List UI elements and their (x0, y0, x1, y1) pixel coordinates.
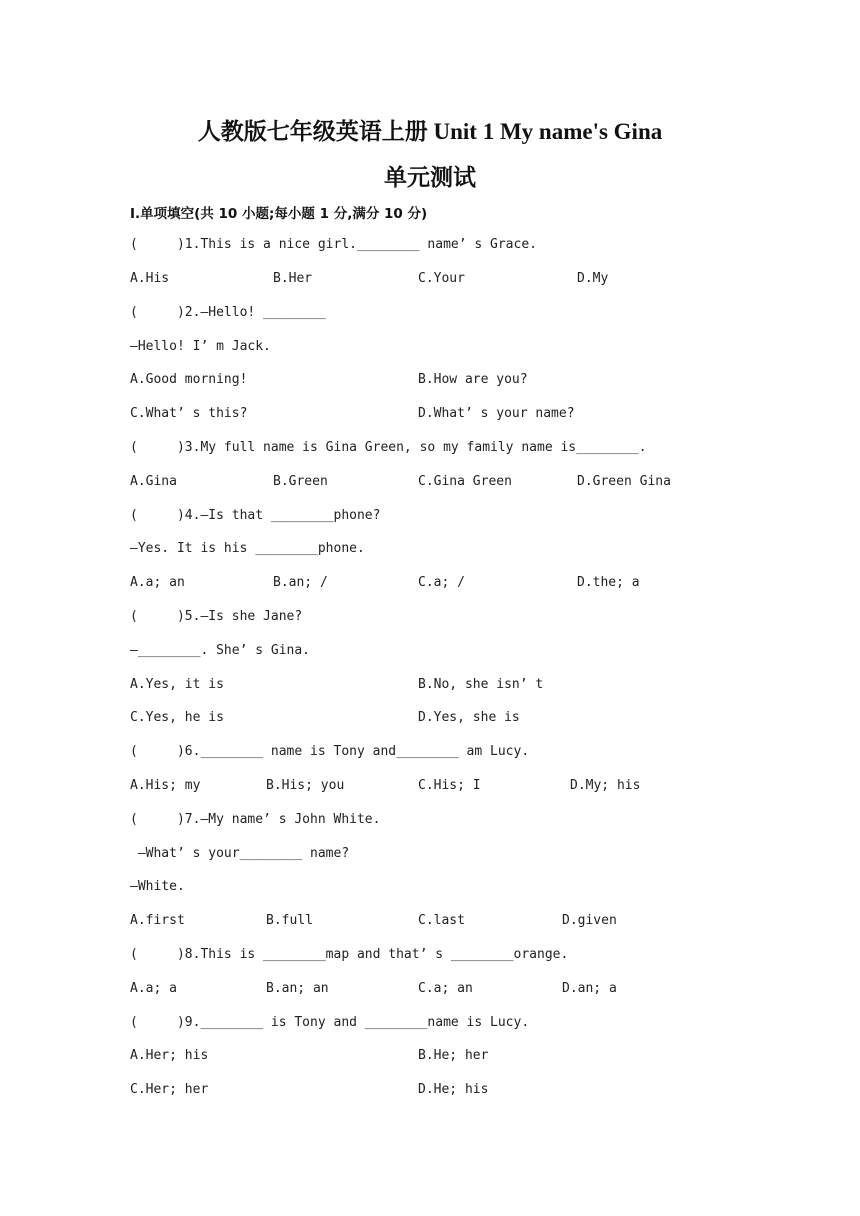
question-3-option-d: D.Green Gina (577, 474, 671, 489)
question-8-option-c: C.a; an (418, 981, 473, 996)
question-9-option-c: C.Her; her (130, 1082, 209, 1097)
question-1-option-c: C.Your (418, 271, 465, 286)
question-7-option-c: C.last (418, 913, 465, 928)
question-4-stem: ( )4.—Is that ________phone? (130, 508, 381, 523)
question-2-option-c: C.What’ s this? (130, 406, 248, 421)
question-8-stem: ( )8.This is ________map and that’ s ________orange. (130, 947, 569, 962)
question-4-option-a: A.a; an (130, 575, 185, 590)
question-3-option-b: B.Green (273, 474, 328, 489)
question-2-option-b: B.How are you? (418, 372, 528, 387)
question-7-option-b: B.full (266, 913, 313, 928)
question-5-stem-line-2: —________. She’ s Gina. (130, 643, 311, 658)
question-9-stem: ( )9.________ is Tony and ________name is Lucy. (130, 1015, 530, 1030)
question-7-stem-line-3: —White. (130, 879, 185, 894)
question-6-stem: ( )6.________ name is Tony and________ am Lucy. (130, 744, 530, 759)
question-7-option-d: D.given (562, 913, 617, 928)
question-3-option-a: A.Gina (130, 474, 177, 489)
question-6-option-a: A.His; my (130, 778, 201, 793)
question-2-option-a: A.Good morning! (130, 372, 248, 387)
question-3-option-c: C.Gina Green (418, 474, 512, 489)
question-6-option-d: D.My; his (570, 778, 641, 793)
section-heading: Ⅰ.单项填空(共 10 小题;每小题 1 分,满分 10 分) (130, 206, 428, 222)
question-1-option-d: D.My (577, 271, 609, 286)
question-2-stem-line-2: —Hello! I’ m Jack. (130, 339, 271, 354)
question-6-option-c: C.His; I (418, 778, 481, 793)
document-subtitle: 单元测试 (384, 165, 476, 190)
question-1-option-b: B.Her (273, 271, 313, 286)
question-7-stem-line-2: —What’ s your________ name? (130, 846, 350, 861)
question-9-option-b: B.He; her (418, 1048, 489, 1063)
question-5-option-c: C.Yes, he is (130, 710, 224, 725)
question-8-option-d: D.an; a (562, 981, 617, 996)
document-title: 人教版七年级英语上册 Unit 1 My name's Gina (197, 119, 663, 144)
question-2-stem: ( )2.—Hello! ________ (130, 305, 326, 320)
question-5-stem: ( )5.—Is she Jane? (130, 609, 303, 624)
question-4-option-d: D.the; a (577, 575, 640, 590)
question-4-option-b: B.an; / (273, 575, 328, 590)
question-9-option-a: A.Her; his (130, 1048, 209, 1063)
question-1-stem: ( )1.This is a nice girl.________ name’ s Grace. (130, 237, 537, 252)
question-5-option-d: D.Yes, she is (418, 710, 520, 725)
question-5-option-b: B.No, she isn’ t (418, 677, 544, 692)
question-8-option-b: B.an; an (266, 981, 329, 996)
question-3-stem: ( )3.My full name is Gina Green, so my family name is________. (130, 440, 647, 455)
question-8-option-a: A.a; a (130, 981, 177, 996)
question-4-stem-line-2: —Yes. It is his ________phone. (130, 541, 365, 556)
question-7-stem: ( )7.—My name’ s John White. (130, 812, 381, 827)
question-4-option-c: C.a; / (418, 575, 465, 590)
question-6-option-b: B.His; you (266, 778, 345, 793)
question-5-option-a: A.Yes, it is (130, 677, 224, 692)
question-9-option-d: D.He; his (418, 1082, 489, 1097)
question-1-option-a: A.His (130, 271, 170, 286)
question-7-option-a: A.first (130, 913, 185, 928)
question-2-option-d: D.What’ s your name? (418, 406, 575, 421)
